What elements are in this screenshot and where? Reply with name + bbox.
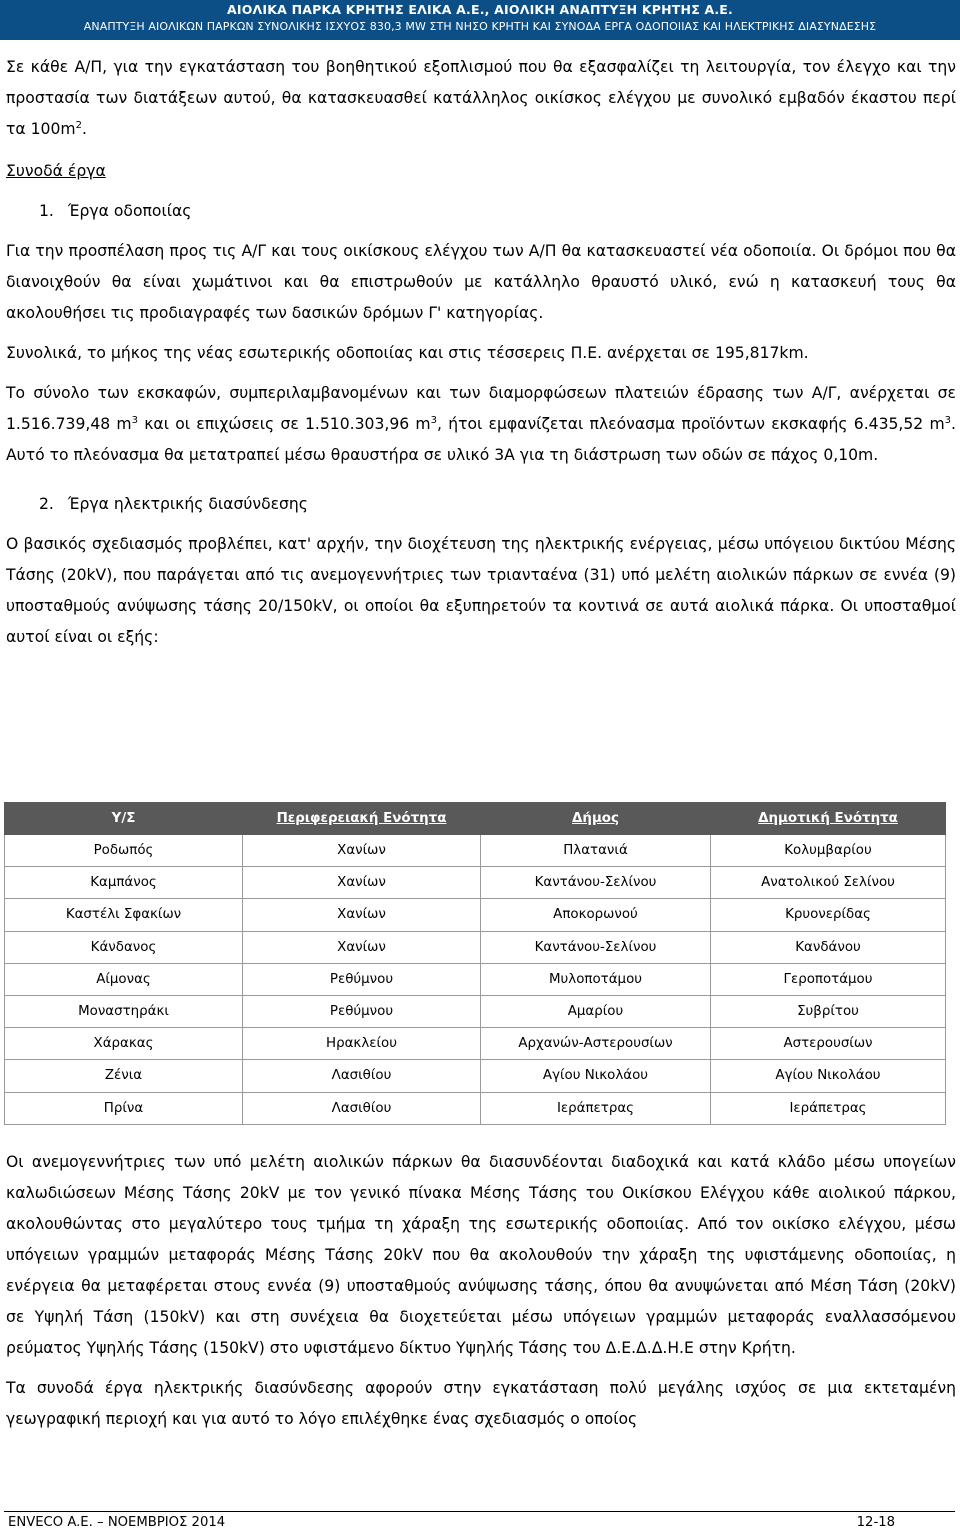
table-cell: Κολυμβαρίου xyxy=(711,835,946,867)
table-cell: Καντάνου-Σελίνου xyxy=(481,867,711,899)
table-cell: Αγίου Νικολάου xyxy=(711,1060,946,1092)
table-row xyxy=(5,1028,946,1060)
table-cell: Αγίου Νικολάου xyxy=(481,1060,711,1092)
content-after-table xyxy=(6,1147,956,1435)
table-cell: Χανίων xyxy=(243,835,481,867)
table-row xyxy=(5,867,946,899)
table-row xyxy=(5,835,946,867)
table-header-cell: Δημοτική Ενότητα xyxy=(711,803,946,835)
table-cell: Χανίων xyxy=(243,899,481,931)
page-number: 12-18 xyxy=(856,1515,895,1530)
table-header-cell: Υ/Σ xyxy=(5,803,243,835)
main-content xyxy=(6,52,956,653)
table-cell: Αρχανών-Αστερουσίων xyxy=(481,1028,711,1060)
paragraph-electrical: Ο βασικός σχεδιασμός προβλέπει, κατ' αρχήν, την διοχέτευση της ηλεκτρικής ενέργειας, μέσω υπόγειου δικτύου Μέσης Τάσης (20kV), που παράγεται από τις ανεμογεννήτριες των τριανταένα (31) υπό μελέτη αιολικών πάρκων σε εννέα (9) υποσταθμούς ανύψωσης τάσης 20/150kV, οι οποίοι θα εξυπηρετούν τα κοντινά σε αυτά αιολικά πάρκα. Οι υποσταθμοί αυτοί είναι οι εξής: xyxy=(6,535,956,646)
table-cell: Αίμονας xyxy=(5,963,243,995)
paragraph-control-building: Σε κάθε Α/Π, για την εγκατάσταση του βοηθητικού εξοπλισμού που θα εξασφαλίζει τη λειτουργία, τον έλεγχο και την προστασία των διατάξεων αυτού, θα κατασκευασθεί κατάλληλος οικίσκος ελέγχου με συνολικό εμβαδόν έκαστου περί τα $100m^2$. xyxy=(6,58,956,138)
table-row xyxy=(5,899,946,931)
footer-divider xyxy=(4,1511,955,1512)
table-cell: Ιεράπετρας xyxy=(711,1092,946,1124)
table-cell: Ζένια xyxy=(5,1060,243,1092)
table-cell: Ανατολικού Σελίνου xyxy=(711,867,946,899)
paragraph-road-length: Συνολικά, το μήκος της νέας εσωτερικής οδοποιίας και στις τέσσερεις Π.Ε. ανέρχεται σε 195,817km. xyxy=(6,344,809,362)
table-cell: Κρυονερίδας xyxy=(711,899,946,931)
table-cell: Ιεράπετρας xyxy=(481,1092,711,1124)
item-roads-heading: 1. Έργα οδοποιίας xyxy=(39,202,192,220)
table-cell: Χάρακας xyxy=(5,1028,243,1060)
table-cell: Λασιθίου xyxy=(243,1060,481,1092)
table-cell: Χανίων xyxy=(243,867,481,899)
paragraph-interconnection: Τα συνοδά έργα ηλεκτρικής διασύνδεσης αφορούν στην εγκατάσταση πολύ μεγάλης ισχύος σε μια εκτεταμένη γεωγραφική περιοχή και για αυτό το λόγο επιλέχθηκε ένας σχεδιασμός ο οποίος xyxy=(6,1379,956,1428)
table-row xyxy=(5,1092,946,1124)
table-cell: Λασιθίου xyxy=(243,1092,481,1124)
table-header-cell: Περιφερειακή Ενότητα xyxy=(243,803,481,835)
table-cell: Ρεθύμνου xyxy=(243,963,481,995)
table-cell: Καμπάνος xyxy=(5,867,243,899)
table-cell: Ρεθύμνου xyxy=(243,995,481,1027)
paragraph-excavations: Το σύνολο των εκσκαφών, συμπεριλαμβανομένων και των διαμορφώσεων πλατειών έδρασης των Α/Γ, ανέρχεται σε 1.516.739,48 $m^3$ και οι επιχώσεις σε 1.510.303,96 $m^3$, ήτοι εμφανίζεται πλεόνασμα προϊόντων εκσκαφής 6.435,52 $m^3$. Αυτό το πλεόνασμα θα μετατραπεί μέσω θραυστήρα σε υλικό 3Α για τη διάστρωση των οδών σε πάχος 0,10m. xyxy=(6,384,956,464)
table-cell: Μυλοποτάμου xyxy=(481,963,711,995)
header-subtitle: ΑΝΑΠΤΥΞΗ ΑΙΟΛΙΚΩΝ ΠΑΡΚΩΝ ΣΥΝΟΛΙΚΗΣ ΙΣΧΥΟΣ 830,3 MW ΣΤΗ ΝΗΣΟ ΚΡΗΤΗ ΚΑΙ ΣΥΝΟΔΑ ΕΡΓΑ ΟΔΟΠΟΙΙΑΣ ΚΑΙ ΗΛΕΚΤΡΙΚΗΣ ΔΙΑΣΥΝΔΕΣΗΣ xyxy=(83,20,877,33)
paragraph-roads: Για την προσπέλαση προς τις Α/Γ και τους οικίσκους ελέγχου των Α/Π θα κατασκευαστεί νέα οδοποιία. Οι δρόμοι που θα διανοιχθούν θα είναι χωμάτινοι και θα επιστρωθούν με κατάλληλο θραυστό υλικό, ενώ η κατασκευή τους θα ακολουθήσει τις προδιαγραφές των δασικών δρόμων Γ' κατηγορίας. xyxy=(6,242,956,322)
table-row xyxy=(5,963,946,995)
table-cell: Ροδωπός xyxy=(5,835,243,867)
table-cell: Πρίνα xyxy=(5,1092,243,1124)
table-cell: Πλατανιά xyxy=(481,835,711,867)
table-cell: Κάνδανος xyxy=(5,931,243,963)
header-title: ΑΙΟΛΙΚΑ ΠΑΡΚΑ ΚΡΗΤΗΣ ΕΛΙΚΑ Α.Ε., ΑΙΟΛΙΚΗ ΑΝΑΠΤΥΞΗ ΚΡΗΤΗΣ Α.Ε. xyxy=(226,2,733,17)
table-header-cell: Δήμος xyxy=(481,803,711,835)
table-cell: Αστερουσίων xyxy=(711,1028,946,1060)
table-cell: Συβρίτου xyxy=(711,995,946,1027)
table-cell: Κανδάνου xyxy=(711,931,946,963)
table-row xyxy=(5,995,946,1027)
table-header-row xyxy=(5,803,946,835)
table-cell: Χανίων xyxy=(243,931,481,963)
table-cell: Ηρακλείου xyxy=(243,1028,481,1060)
table-cell: Αμαρίου xyxy=(481,995,711,1027)
section-heading: Συνοδά έργα xyxy=(6,162,106,180)
footer-left: ENVECO A.E. – ΝΟΕΜΒΡΙΟΣ 2014 xyxy=(8,1515,226,1530)
document-header xyxy=(0,0,960,40)
substations-table xyxy=(4,802,946,1125)
table-cell: Μοναστηράκι xyxy=(5,995,243,1027)
table-cell: Αποκορωνού xyxy=(481,899,711,931)
table-cell: Καστέλι Σφακίων xyxy=(5,899,243,931)
paragraph-cabling: Οι ανεμογεννήτριες των υπό μελέτη αιολικών πάρκων θα διασυνδέονται διαδοχικά και κατά κλάδο μέσω υπογείων καλωδιώσεων Μέσης Τάσης 20kV με τον γενικό πίνακα Μέσης Τάσης του Οικίσκου Ελέγχου κάθε αιολικού πάρκου, ακολουθώντας στο μεγαλύτερο τους τμήμα τη χάραξη της εσωτερικής οδοποιίας. Από τον οικίσκο ελέγχου, μέσω υπόγειων γραμμών μεταφοράς Μέσης Τάσης 20kV που θα ακολουθούν την χάραξη της υφιστάμενης οδοποιίας, η ενέργεια θα μεταφέρεται στους εννέα (9) υποσταθμούς ανύψωσης τάσης, όπου θα ανυψώνεται από Μέση Τάση (20kV) σε Υψηλή Τάση (150kV) και στη συνέχεια θα διοχετεύεται μέσω υπόγειων γραμμών μεταφοράς εναλλασσόμενου ρεύματος Υψηλής Τάσης (150kV) στο υφιστάμενο δίκτυο Υψηλής Τάσης του Δ.Ε.Δ.Δ.Η.Ε στην Κρήτη. xyxy=(6,1153,956,1357)
table-row xyxy=(5,931,946,963)
table-row xyxy=(5,1060,946,1092)
table-cell: Καντάνου-Σελίνου xyxy=(481,931,711,963)
item-electrical-heading: 2. Έργα ηλεκτρικής διασύνδεσης xyxy=(39,495,308,513)
table-cell: Γεροποτάμου xyxy=(711,963,946,995)
